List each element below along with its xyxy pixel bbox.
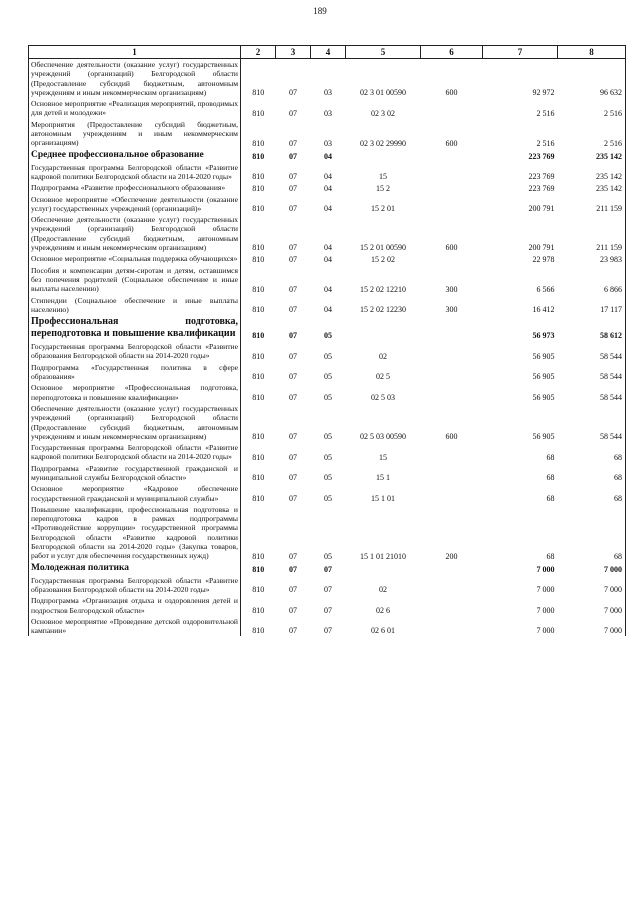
amount-year2-cell: 68 [558, 463, 626, 484]
subsection-code-cell: 04 [324, 172, 332, 182]
subsection-code-cell: 04 [324, 305, 332, 315]
table-row [29, 149, 626, 162]
row-name-cell: Подпрограмма «Организация отдыха и оздоровления детей и подростков Белгородской области» [29, 595, 241, 616]
row-name-cell: Основное мероприятие «Реализация мероприятий, проводимых для детей и молодежи» [29, 98, 241, 119]
row-name-cell: Обеспечение деятельности (оказание услуг) государственных учреждений (организаций) Белгородской области (Предоставление субсидий бюджетным, автономным учреждениям и иным некоммерческим организациям) [29, 214, 241, 253]
ministry-code-cell: 810 [252, 138, 265, 148]
section-code-cell: 07 [289, 331, 297, 341]
table-row [29, 253, 626, 264]
column-header-5: 5 [346, 46, 421, 59]
section-code-cell: 07 [289, 305, 297, 315]
ministry-code-cell: 810 [252, 254, 265, 264]
table-row [29, 595, 626, 616]
row-name-cell: Подпрограмма «Развитие государственной гражданской и муниципальной службы Белгородской области» [29, 463, 241, 484]
ministry-code-cell: 810 [252, 392, 265, 402]
target-article-cell: 15 2 02 [371, 254, 395, 264]
amount-year1-cell: 56 905 [532, 432, 555, 442]
row-name-cell: Основное мероприятие «Проведение детской оздоровительной кампании» [29, 616, 241, 637]
subsection-code-cell: 04 [324, 183, 332, 193]
table-row [29, 403, 626, 442]
ministry-code-cell: 810 [252, 585, 265, 595]
table-row [29, 483, 626, 504]
target-article-cell: 15 1 01 [371, 493, 395, 503]
column-header-7: 7 [483, 46, 558, 59]
table-row [29, 575, 626, 596]
amount-year2-cell: 58 544 [558, 382, 626, 403]
section-code-cell: 07 [289, 108, 297, 118]
amount-year1-cell: 7 000 [536, 564, 555, 574]
table-row [29, 194, 626, 215]
amount-year2-cell: 235 142 [558, 162, 626, 183]
expense-type-cell [421, 382, 483, 403]
column-header-6: 6 [421, 46, 483, 59]
ministry-code-cell: 810 [252, 351, 265, 361]
expense-type-cell [421, 616, 483, 637]
table-body [29, 59, 626, 637]
amount-year1-cell: 92 972 [532, 88, 555, 98]
ministry-code-cell: 810 [252, 108, 265, 118]
amount-year1-cell: 56 973 [532, 331, 555, 341]
subsection-code-cell: 04 [324, 204, 332, 214]
expense-type-cell [421, 463, 483, 484]
ministry-code-cell: 810 [252, 432, 265, 442]
subsection-code-cell: 05 [324, 331, 332, 341]
table-row [29, 382, 626, 403]
ministry-code-cell: 810 [252, 372, 265, 382]
expense-type-cell [421, 253, 483, 264]
row-name-cell: Повышение квалификации, профессиональная подготовка и переподготовка кадров в рамках подпрограммы «Противодействие коррупции» государственной программы Белгородской области «Развитие кадровой политики Белгородской области на 2014-2020 годы» (Закупка товаров, работ и услуг для обеспечения государственных нужд) [29, 504, 241, 562]
section-code-cell: 07 [289, 284, 297, 294]
subsection-code-cell: 05 [324, 372, 332, 382]
amount-year2-cell: 58 544 [558, 403, 626, 442]
section-code-cell: 07 [289, 243, 297, 253]
expense-type-cell [421, 98, 483, 119]
amount-year2-cell: 2 516 [558, 98, 626, 119]
section-code-cell: 07 [289, 151, 297, 161]
amount-year2-cell: 58 544 [558, 341, 626, 362]
subsection-code-cell: 07 [324, 626, 332, 636]
amount-year1-cell: 22 978 [532, 254, 555, 264]
row-name-cell: Подпрограмма «Государственная политика в сфере образования» [29, 362, 241, 383]
amount-year1-cell: 6 566 [536, 284, 555, 294]
subsection-code-cell: 04 [324, 151, 332, 161]
subsection-code-cell: 04 [324, 284, 332, 294]
subsection-code-cell: 05 [324, 473, 332, 483]
table-row [29, 265, 626, 295]
row-name-cell: Государственная программа Белгородской области «Развитие образования Белгородской области на 2014-2020 годы» [29, 341, 241, 362]
expense-type-cell: 300 [445, 305, 458, 315]
amount-year1-cell: 56 905 [532, 392, 555, 402]
expense-type-cell [421, 341, 483, 362]
table-row [29, 59, 626, 99]
expense-type-cell [421, 162, 483, 183]
column-header-1: 1 [29, 46, 241, 59]
target-article-cell: 02 3 02 [371, 108, 395, 118]
section-code-cell: 07 [289, 452, 297, 462]
amount-year2-cell: 58 612 [558, 315, 626, 341]
page-number: 189 [313, 6, 327, 16]
amount-year2-cell: 211 159 [558, 194, 626, 215]
amount-year2-cell: 6 866 [558, 265, 626, 295]
target-article-cell: 15 2 02 12230 [360, 305, 406, 315]
row-name-cell: Профессиональная подготовка, переподготовка и повышение квалификации [29, 315, 241, 341]
section-code-cell: 07 [289, 585, 297, 595]
table-row [29, 162, 626, 183]
target-article-cell: 02 6 [376, 605, 390, 615]
row-name-cell: Государственная программа Белгородской области «Развитие кадровой политики Белгородской области на 2014-2020 годы» [29, 442, 241, 463]
section-code-cell: 07 [289, 626, 297, 636]
section-code-cell: 07 [289, 564, 297, 574]
expense-type-cell: 200 [445, 551, 458, 561]
section-code-cell: 07 [289, 493, 297, 503]
section-code-cell: 07 [289, 473, 297, 483]
amount-year1-cell: 200 791 [528, 243, 555, 253]
amount-year1-cell: 7 000 [536, 585, 555, 595]
amount-year2-cell: 68 [558, 504, 626, 562]
target-article-cell: 15 [379, 452, 387, 462]
ministry-code-cell: 810 [252, 284, 265, 294]
ministry-code-cell: 810 [252, 452, 265, 462]
section-code-cell: 07 [289, 204, 297, 214]
row-name-cell: Государственная программа Белгородской области «Развитие кадровой политики Белгородской области на 2014-2020 годы» [29, 162, 241, 183]
section-code-cell: 07 [289, 351, 297, 361]
section-code-cell: 07 [289, 372, 297, 382]
ministry-code-cell: 810 [252, 243, 265, 253]
table-row [29, 562, 626, 575]
target-article-cell: 02 3 01 00590 [360, 88, 406, 98]
section-code-cell: 07 [289, 392, 297, 402]
target-article-cell [346, 315, 421, 341]
ministry-code-cell: 810 [252, 493, 265, 503]
column-header-3: 3 [276, 46, 311, 59]
table-row [29, 616, 626, 637]
target-article-cell: 15 2 02 12210 [360, 284, 406, 294]
table-row [29, 362, 626, 383]
section-code-cell: 07 [289, 432, 297, 442]
expense-type-cell [421, 149, 483, 162]
row-name-cell: Основное мероприятие «Обеспечение деятельности (оказание услуг) государственных учреждений (организаций)» [29, 194, 241, 215]
expense-type-cell: 600 [445, 243, 458, 253]
table-row [29, 315, 626, 341]
table-row [29, 119, 626, 149]
section-code-cell: 07 [289, 254, 297, 264]
target-article-cell: 02 5 03 [371, 392, 395, 402]
row-name-cell: Обеспечение деятельности (оказание услуг) государственных учреждений (организаций) Белгородской области (Предоставление субсидий бюджетным, автономным учреждениям и иным некоммерческим организациям) [29, 59, 241, 99]
subsection-code-cell: 05 [324, 392, 332, 402]
expense-type-cell [421, 315, 483, 341]
column-header-2: 2 [241, 46, 276, 59]
amount-year1-cell: 223 769 [528, 151, 555, 161]
amount-year2-cell: 211 159 [558, 214, 626, 253]
subsection-code-cell: 07 [324, 564, 332, 574]
target-article-cell: 15 [379, 172, 387, 182]
row-name-cell: Молодежная политика [29, 562, 241, 575]
expense-type-cell [421, 595, 483, 616]
section-code-cell: 07 [289, 183, 297, 193]
amount-year2-cell: 58 544 [558, 362, 626, 383]
amount-year2-cell: 68 [558, 483, 626, 504]
expense-type-cell [421, 483, 483, 504]
table-row [29, 463, 626, 484]
ministry-code-cell: 810 [252, 183, 265, 193]
section-code-cell: 07 [289, 88, 297, 98]
amount-year2-cell: 7 000 [558, 575, 626, 596]
target-article-cell [346, 149, 421, 162]
ministry-code-cell: 810 [252, 473, 265, 483]
table-row [29, 442, 626, 463]
row-name-cell: Мероприятия (Предоставление субсидий бюджетным, автономным учреждениям и иным некоммерческим организациям) [29, 119, 241, 149]
subsection-code-cell: 03 [324, 138, 332, 148]
amount-year1-cell: 56 905 [532, 372, 555, 382]
target-article-cell: 02 5 [376, 372, 390, 382]
budget-table [28, 45, 626, 636]
expense-type-cell: 300 [445, 284, 458, 294]
amount-year2-cell: 68 [558, 442, 626, 463]
target-article-cell: 02 6 01 [371, 626, 395, 636]
table-row [29, 295, 626, 316]
section-code-cell: 07 [289, 605, 297, 615]
ministry-code-cell: 810 [252, 305, 265, 315]
subsection-code-cell: 05 [324, 432, 332, 442]
amount-year2-cell: 7 000 [558, 562, 626, 575]
target-article-cell [346, 562, 421, 575]
expense-type-cell [421, 442, 483, 463]
subsection-code-cell: 04 [324, 254, 332, 264]
subsection-code-cell: 05 [324, 551, 332, 561]
amount-year2-cell: 7 000 [558, 595, 626, 616]
amount-year2-cell: 235 142 [558, 182, 626, 193]
target-article-cell: 15 2 [376, 183, 390, 193]
amount-year1-cell: 2 516 [536, 138, 555, 148]
expense-type-cell: 600 [445, 432, 458, 442]
amount-year1-cell: 7 000 [536, 605, 555, 615]
row-name-cell: Обеспечение деятельности (оказание услуг) государственных учреждений (организаций) Белгородской области (Предоставление субсидий бюджетным, автономным учреждениям и иным некоммерческим организациям) [29, 403, 241, 442]
table-row [29, 504, 626, 562]
section-code-cell: 07 [289, 172, 297, 182]
row-name-cell: Среднее профессиональное образование [29, 149, 241, 162]
row-name-cell: Стипендии (Социальное обеспечение и иные выплаты населению) [29, 295, 241, 316]
amount-year1-cell: 223 769 [528, 172, 555, 182]
amount-year1-cell: 7 000 [536, 626, 555, 636]
amount-year2-cell: 17 117 [558, 295, 626, 316]
column-header-4: 4 [311, 46, 346, 59]
amount-year1-cell: 2 516 [536, 108, 555, 118]
expense-type-cell [421, 562, 483, 575]
subsection-code-cell: 04 [324, 243, 332, 253]
amount-year1-cell: 68 [546, 551, 555, 561]
expense-type-cell [421, 194, 483, 215]
row-name-cell: Государственная программа Белгородской области «Развитие образования Белгородской области на 2014-2020 годы» [29, 575, 241, 596]
subsection-code-cell: 03 [324, 88, 332, 98]
subsection-code-cell: 05 [324, 351, 332, 361]
expense-type-cell [421, 575, 483, 596]
target-article-cell: 15 2 01 [371, 204, 395, 214]
amount-year1-cell: 68 [546, 473, 555, 483]
amount-year1-cell: 200 791 [528, 204, 555, 214]
expense-type-cell: 600 [445, 88, 458, 98]
table-row [29, 214, 626, 253]
amount-year2-cell: 235 142 [558, 149, 626, 162]
target-article-cell: 02 5 03 00590 [360, 432, 406, 442]
amount-year2-cell: 7 000 [558, 616, 626, 637]
table-header [29, 46, 626, 59]
table-row [29, 98, 626, 119]
ministry-code-cell: 810 [252, 626, 265, 636]
subsection-code-cell: 07 [324, 605, 332, 615]
amount-year1-cell: 68 [546, 452, 555, 462]
section-code-cell: 07 [289, 138, 297, 148]
row-name-cell: Пособия и компенсации детям-сиротам и детям, оставшимся без попечения родителей (Социальное обеспечение и иные выплаты населению) [29, 265, 241, 295]
subsection-code-cell: 03 [324, 108, 332, 118]
expense-type-cell: 600 [445, 138, 458, 148]
row-name-cell: Основное мероприятие «Социальная поддержка обучающихся» [29, 253, 241, 264]
target-article-cell: 15 2 01 00590 [360, 243, 406, 253]
amount-year1-cell: 68 [546, 493, 555, 503]
row-name-cell: Подпрограмма «Развитие профессионального образования» [29, 182, 241, 193]
amount-year2-cell: 23 983 [558, 253, 626, 264]
amount-year2-cell: 2 516 [558, 119, 626, 149]
ministry-code-cell: 810 [252, 605, 265, 615]
amount-year2-cell: 96 632 [558, 59, 626, 99]
row-name-cell: Основное мероприятие «Профессиональная подготовка, переподготовка и повышение квалификации» [29, 382, 241, 403]
subsection-code-cell: 07 [324, 585, 332, 595]
ministry-code-cell: 810 [252, 564, 265, 574]
target-article-cell: 02 [379, 351, 387, 361]
table-row [29, 182, 626, 193]
target-article-cell: 02 3 02 29990 [360, 138, 406, 148]
ministry-code-cell: 810 [252, 172, 265, 182]
subsection-code-cell: 05 [324, 452, 332, 462]
target-article-cell: 15 1 01 21010 [360, 551, 406, 561]
row-name-cell: Основное мероприятие «Кадровое обеспечение государственной гражданской и муниципальной службы» [29, 483, 241, 504]
target-article-cell: 15 1 [376, 473, 390, 483]
table-row [29, 341, 626, 362]
amount-year1-cell: 223 769 [528, 183, 555, 193]
ministry-code-cell: 810 [252, 151, 265, 161]
expense-type-cell [421, 362, 483, 383]
ministry-code-cell: 810 [252, 88, 265, 98]
ministry-code-cell: 810 [252, 204, 265, 214]
target-article-cell: 02 [379, 585, 387, 595]
section-code-cell: 07 [289, 551, 297, 561]
ministry-code-cell: 810 [252, 331, 265, 341]
ministry-code-cell: 810 [252, 551, 265, 561]
expense-type-cell [421, 182, 483, 193]
amount-year1-cell: 16 412 [532, 305, 555, 315]
column-header-8: 8 [558, 46, 626, 59]
amount-year1-cell: 56 905 [532, 351, 555, 361]
subsection-code-cell: 05 [324, 493, 332, 503]
